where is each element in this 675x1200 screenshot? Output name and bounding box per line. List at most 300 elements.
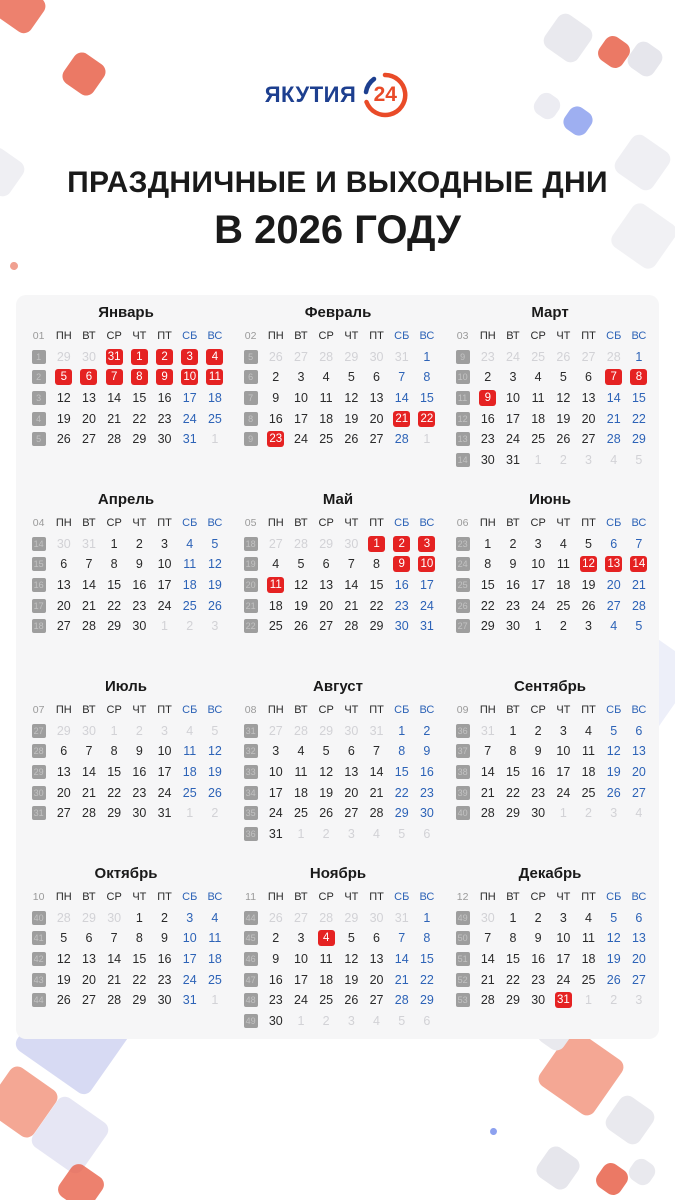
- weekday-label: ВТ: [82, 330, 96, 343]
- day-number: 6: [60, 744, 68, 759]
- day-cell: [314, 554, 339, 574]
- week-number-badge: 8: [244, 412, 258, 426]
- day-number: 31: [369, 723, 384, 738]
- day-cell: [127, 762, 152, 782]
- week-number-badge: 21: [245, 600, 256, 611]
- month-12: [444, 856, 656, 1039]
- day-number: 8: [484, 557, 492, 572]
- day-cell: [526, 554, 551, 574]
- day-number: 12: [344, 952, 359, 967]
- day-number: 31: [506, 452, 520, 467]
- day-cell: [364, 970, 389, 990]
- day-number: 24: [506, 349, 520, 364]
- week-number: [238, 534, 263, 554]
- weekday-label: СБ: [182, 704, 198, 717]
- day-number: 28: [394, 432, 409, 447]
- month-name: Июнь: [529, 491, 571, 508]
- day-cell: [314, 803, 339, 823]
- week-number-badge: 22: [245, 621, 256, 632]
- day-number: 8: [135, 931, 143, 946]
- day-number: 11: [183, 557, 197, 572]
- day-number: 9: [135, 744, 143, 759]
- day-number: 28: [56, 910, 71, 925]
- week-number-badge: 33: [245, 767, 256, 778]
- week-number-badge: 40: [33, 912, 44, 923]
- day-cell: [389, 721, 414, 741]
- week-row: [26, 367, 232, 388]
- week-number: [238, 803, 263, 823]
- week-number-badge: 47: [245, 974, 256, 985]
- weekday-label: СР: [318, 517, 334, 530]
- day-cell: [339, 824, 364, 844]
- day-number: 29: [631, 432, 646, 447]
- weekday-label: ПН: [479, 891, 496, 904]
- day-number: 12: [556, 391, 571, 406]
- day-cell: [127, 534, 152, 554]
- week-number: [26, 388, 51, 408]
- day-number: 30: [132, 806, 147, 821]
- day-cell: [102, 409, 127, 429]
- day-number: 25: [207, 411, 222, 426]
- day-number: 18: [268, 598, 283, 613]
- day-cell: [475, 367, 500, 387]
- day-number: 25: [556, 598, 571, 613]
- day-number: 10: [182, 931, 197, 946]
- day-cell: [551, 388, 576, 408]
- day-cell: [51, 388, 76, 408]
- day-number: 9: [272, 952, 280, 967]
- month-name: Май: [322, 491, 354, 508]
- day-number: 29: [506, 806, 520, 821]
- week-number-badge: 11: [456, 391, 470, 405]
- day-number: 23: [480, 432, 495, 447]
- weekday-label: ВС: [419, 517, 435, 530]
- holiday-day: [414, 534, 439, 554]
- day-cell: [339, 970, 364, 990]
- week-row: [238, 616, 444, 637]
- day-number: 2: [161, 910, 168, 925]
- week-row: [450, 782, 656, 803]
- day-number: 10: [556, 931, 571, 946]
- day-cell: [389, 388, 414, 408]
- week-number: [26, 928, 51, 948]
- day-cell: [526, 783, 551, 803]
- week-number: [26, 970, 51, 990]
- week-row: [450, 595, 656, 616]
- week-number-badge: 30: [33, 787, 44, 798]
- day-cell: [339, 347, 364, 367]
- day-number: 8: [423, 931, 431, 946]
- day-number: 5: [322, 744, 330, 759]
- day-cell: [601, 970, 626, 990]
- day-cell: [152, 388, 177, 408]
- weekday-label: ВТ: [294, 704, 308, 717]
- weekday-label: ВС: [631, 330, 647, 343]
- day-cell: [202, 990, 227, 1010]
- day-cell: [127, 928, 152, 948]
- week-number-badge: 29: [33, 767, 44, 778]
- weekday-label: ЧТ: [344, 517, 359, 530]
- day-number: 5: [297, 557, 305, 572]
- day-cell: [102, 762, 127, 782]
- week-number: [450, 783, 475, 803]
- day-cell: [551, 803, 576, 823]
- day-cell: [389, 429, 414, 449]
- day-number: 22: [506, 785, 520, 800]
- day-number: 28: [82, 619, 96, 634]
- week-number-badge: 31: [245, 725, 256, 736]
- weekday-label: ПТ: [581, 517, 596, 530]
- holiday-day: [389, 409, 414, 429]
- day-number: 2: [322, 826, 330, 841]
- day-number: 7: [605, 369, 622, 385]
- day-number: 27: [606, 598, 621, 613]
- day-cell: [51, 741, 76, 761]
- day-cell: [576, 949, 601, 969]
- day-cell: [364, 429, 389, 449]
- day-number: 7: [484, 744, 492, 759]
- week-number: [26, 741, 51, 761]
- week-row: [238, 721, 444, 742]
- day-cell: [626, 450, 651, 470]
- day-number: 1: [423, 349, 431, 364]
- day-cell: [389, 949, 414, 969]
- day-cell: [576, 803, 601, 823]
- day-number: 31: [480, 723, 495, 738]
- day-number: 25: [319, 993, 334, 1008]
- day-cell: [475, 409, 500, 429]
- day-number: 5: [398, 826, 406, 841]
- week-number: [450, 596, 475, 616]
- week-number-badge: 25: [457, 580, 468, 591]
- weekday-label: ЧТ: [132, 517, 147, 530]
- holiday-day: [475, 388, 500, 408]
- day-number: 13: [581, 391, 596, 406]
- day-cell: [288, 388, 313, 408]
- day-cell: [576, 575, 601, 595]
- day-number: 7: [85, 557, 93, 572]
- day-number: 4: [585, 723, 592, 738]
- week-number: [238, 1011, 263, 1031]
- weekday-label: СР: [106, 330, 122, 343]
- day-number: 23: [419, 785, 434, 800]
- day-number: 23: [157, 972, 172, 987]
- weekday-label: ВС: [419, 891, 435, 904]
- day-number: 26: [606, 972, 621, 987]
- weekday-label: СР: [318, 891, 334, 904]
- month-number: 08: [244, 704, 257, 717]
- day-number: 3: [297, 370, 305, 385]
- day-cell: [263, 1011, 288, 1031]
- day-number: 27: [581, 432, 596, 447]
- day-number: 28: [107, 432, 122, 447]
- day-number: 2: [559, 619, 567, 634]
- decor-shape: [0, 0, 49, 37]
- week-number: [238, 554, 263, 574]
- week-row: [26, 721, 232, 742]
- month-6: [444, 482, 656, 669]
- weekday-label: СБ: [182, 330, 198, 343]
- day-number: 21: [107, 972, 122, 987]
- day-cell: [202, 429, 227, 449]
- day-number: 1: [211, 993, 219, 1008]
- day-number: 8: [630, 369, 647, 385]
- week-number: [450, 534, 475, 554]
- day-number: 11: [582, 931, 596, 946]
- day-cell: [152, 741, 177, 761]
- day-cell: [389, 803, 414, 823]
- day-cell: [364, 824, 389, 844]
- day-number: 28: [480, 993, 495, 1008]
- week-row: [450, 554, 656, 575]
- day-number: 18: [319, 411, 334, 426]
- decor-shape: [595, 33, 634, 72]
- day-number: 5: [211, 536, 219, 551]
- day-number: 29: [369, 619, 384, 634]
- week-row: [450, 928, 656, 949]
- day-cell: [601, 347, 626, 367]
- week-number-badge: 41: [33, 933, 44, 944]
- day-number: 7: [85, 744, 93, 759]
- week-row: [26, 388, 232, 409]
- day-cell: [339, 949, 364, 969]
- day-cell: [601, 596, 626, 616]
- day-cell: [202, 970, 227, 990]
- day-cell: [76, 783, 101, 803]
- day-cell: [339, 596, 364, 616]
- weekday-label: СР: [530, 517, 546, 530]
- day-cell: [526, 575, 551, 595]
- day-number: 11: [582, 744, 596, 759]
- day-cell: [389, 783, 414, 803]
- day-number: 12: [319, 765, 334, 780]
- day-cell: [127, 908, 152, 928]
- week-number: [450, 990, 475, 1010]
- day-cell: [339, 783, 364, 803]
- weekday-label: ПТ: [157, 704, 172, 717]
- day-cell: [601, 949, 626, 969]
- day-number: 22: [418, 411, 435, 427]
- week-row: [450, 616, 656, 637]
- day-number: 6: [610, 536, 618, 551]
- day-cell: [51, 970, 76, 990]
- week-number-badge: 1: [32, 350, 46, 364]
- week-number-badge: 26: [457, 600, 468, 611]
- weekday-label: ПН: [479, 517, 496, 530]
- day-number: 20: [369, 411, 384, 426]
- day-cell: [177, 409, 202, 429]
- day-number: 4: [610, 619, 618, 634]
- week-number: [238, 970, 263, 990]
- day-number: 30: [506, 619, 520, 634]
- day-cell: [389, 596, 414, 616]
- day-cell: [102, 721, 127, 741]
- day-number: 6: [585, 370, 592, 385]
- day-cell: [314, 970, 339, 990]
- week-row: [26, 949, 232, 970]
- day-number: 10: [418, 556, 435, 572]
- week-number-badge: 27: [33, 725, 44, 736]
- month-name: Июль: [105, 678, 147, 695]
- day-cell: [263, 803, 288, 823]
- weekday-label: ВТ: [82, 704, 96, 717]
- week-number: [238, 596, 263, 616]
- day-cell: [51, 783, 76, 803]
- day-number: 24: [182, 972, 197, 987]
- weekday-header-row: [26, 887, 232, 908]
- day-number: 31: [419, 619, 434, 634]
- day-number: 20: [344, 785, 359, 800]
- day-number: 28: [107, 993, 122, 1008]
- week-row: [26, 429, 232, 450]
- week-number: [26, 721, 51, 741]
- day-number: 17: [157, 765, 172, 780]
- day-cell: [339, 367, 364, 387]
- day-cell: [414, 429, 439, 449]
- day-number: 30: [157, 432, 172, 447]
- day-number: 30: [82, 349, 96, 364]
- day-number: 24: [157, 785, 172, 800]
- day-cell: [601, 908, 626, 928]
- day-cell: [127, 388, 152, 408]
- day-cell: [500, 347, 525, 367]
- weekday-label: ПТ: [369, 891, 384, 904]
- day-cell: [500, 554, 525, 574]
- day-number: 9: [135, 557, 143, 572]
- holiday-day: [152, 347, 177, 367]
- weekday-label: СР: [530, 891, 546, 904]
- weekday-header-row: [238, 326, 444, 347]
- day-number: 27: [319, 619, 334, 634]
- day-cell: [202, 596, 227, 616]
- day-cell: [288, 928, 313, 948]
- weekday-label: ВС: [207, 704, 223, 717]
- day-number: 28: [606, 349, 621, 364]
- weekday-label: ВС: [207, 330, 223, 343]
- day-number: 23: [157, 411, 172, 426]
- day-number: 30: [531, 993, 546, 1008]
- week-number-badge: 16: [33, 580, 44, 591]
- day-number: 29: [344, 910, 359, 925]
- day-cell: [414, 741, 439, 761]
- day-number: 13: [369, 391, 384, 406]
- day-number: 14: [606, 391, 621, 406]
- week-number-badge: 5: [244, 350, 258, 364]
- day-number: 18: [319, 972, 334, 987]
- week-row: [238, 347, 444, 368]
- week-number-badge: 39: [457, 787, 468, 798]
- month-number: 10: [32, 891, 45, 904]
- day-cell: [576, 616, 601, 636]
- day-cell: [263, 596, 288, 616]
- day-cell: [475, 450, 500, 470]
- day-cell: [364, 616, 389, 636]
- week-number: [238, 347, 263, 367]
- day-number: 1: [186, 806, 194, 821]
- weekday-label: ПТ: [369, 517, 384, 530]
- day-cell: [177, 803, 202, 823]
- week-row: [26, 595, 232, 616]
- weekday-label: ЧТ: [556, 704, 571, 717]
- day-cell: [364, 1011, 389, 1031]
- day-number: 30: [480, 452, 495, 467]
- day-number: 2: [135, 723, 143, 738]
- day-cell: [102, 575, 127, 595]
- day-cell: [288, 762, 313, 782]
- day-cell: [576, 721, 601, 741]
- day-cell: [551, 554, 576, 574]
- day-cell: [601, 990, 626, 1010]
- week-number-badge: 43: [33, 974, 44, 985]
- day-cell: [526, 409, 551, 429]
- day-cell: [414, 596, 439, 616]
- day-number: 24: [268, 806, 283, 821]
- week-row: [450, 721, 656, 742]
- day-number: 17: [531, 578, 546, 593]
- week-number: [450, 429, 475, 449]
- week-row: [450, 575, 656, 596]
- day-cell: [202, 616, 227, 636]
- day-number: 24: [182, 411, 197, 426]
- day-number: 15: [419, 952, 434, 967]
- day-number: 17: [556, 765, 571, 780]
- day-number: 1: [161, 619, 168, 634]
- weekday-header-row: [450, 513, 656, 534]
- day-cell: [127, 803, 152, 823]
- day-number: 11: [267, 577, 284, 593]
- day-cell: [314, 616, 339, 636]
- holiday-day: [202, 367, 227, 387]
- day-number: 17: [182, 952, 197, 967]
- day-number: 23: [480, 349, 495, 364]
- week-number-badge: 48: [245, 995, 256, 1006]
- day-number: 29: [56, 349, 71, 364]
- day-cell: [76, 429, 101, 449]
- day-cell: [288, 1011, 313, 1031]
- day-number: 2: [509, 536, 517, 551]
- day-cell: [288, 409, 313, 429]
- week-number-badge: 53: [457, 995, 468, 1006]
- day-number: 29: [506, 993, 520, 1008]
- day-number: 16: [157, 952, 172, 967]
- day-number: 8: [398, 744, 406, 759]
- day-cell: [551, 534, 576, 554]
- month-name: Январь: [98, 304, 154, 321]
- day-cell: [288, 616, 313, 636]
- weekday-label: СБ: [394, 704, 410, 717]
- day-cell: [202, 928, 227, 948]
- day-cell: [626, 429, 651, 449]
- day-cell: [500, 450, 525, 470]
- day-cell: [76, 970, 101, 990]
- day-number: 19: [344, 972, 359, 987]
- day-cell: [500, 908, 525, 928]
- day-cell: [414, 616, 439, 636]
- day-number: 26: [56, 432, 71, 447]
- week-number-badge: 40: [457, 808, 468, 819]
- day-cell: [526, 388, 551, 408]
- day-number: 10: [181, 369, 198, 385]
- day-number: 24: [556, 972, 571, 987]
- day-number: 30: [344, 723, 359, 738]
- day-cell: [601, 803, 626, 823]
- week-row: [238, 762, 444, 783]
- day-number: 25: [294, 806, 308, 821]
- day-cell: [76, 949, 101, 969]
- day-number: 7: [398, 370, 406, 385]
- day-number: 2: [211, 806, 219, 821]
- day-number: 22: [506, 972, 520, 987]
